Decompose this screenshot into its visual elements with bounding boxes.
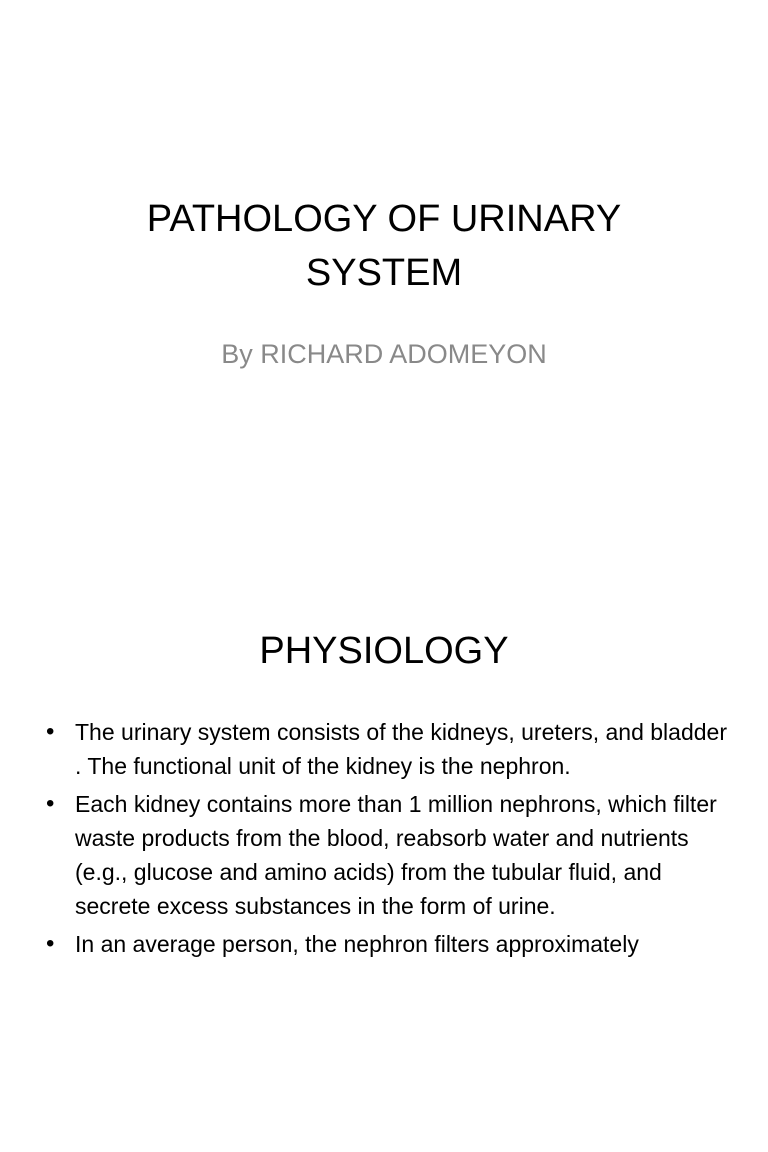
- physiology-slide: [0, 576, 768, 1152]
- bullet-text: The urinary system consists of the kidneys, ureters, and bladder . The functional unit of the kidney is the nephron.: [75, 719, 727, 779]
- slide-heading: PHYSIOLOGY: [259, 630, 509, 672]
- bullet-icon: •: [46, 718, 55, 745]
- slide-title-line: PATHOLOGY OF URINARY: [146, 198, 622, 240]
- bullet-item: [46, 787, 736, 923]
- bullet-text: In an average person, the nephron filters approximately: [75, 931, 639, 957]
- bullet-text: Each kidney contains more than 1 million nephrons, which filter waste products from the blood, reabsorb water and nutrients (e.g., glucose and amino acids) from the tubular fluid, and secrete excess substances in the form of urine.: [75, 791, 717, 919]
- slide-title-line: SYSTEM: [305, 252, 463, 294]
- bullet-item: [46, 715, 736, 783]
- slide-subtitle: By RICHARD ADOMEYON: [221, 339, 547, 369]
- bullet-item: [46, 927, 736, 961]
- slide-title: [0, 192, 768, 300]
- bullet-icon: •: [46, 790, 55, 817]
- bullet-list: [46, 715, 736, 965]
- bullet-icon: •: [46, 930, 55, 957]
